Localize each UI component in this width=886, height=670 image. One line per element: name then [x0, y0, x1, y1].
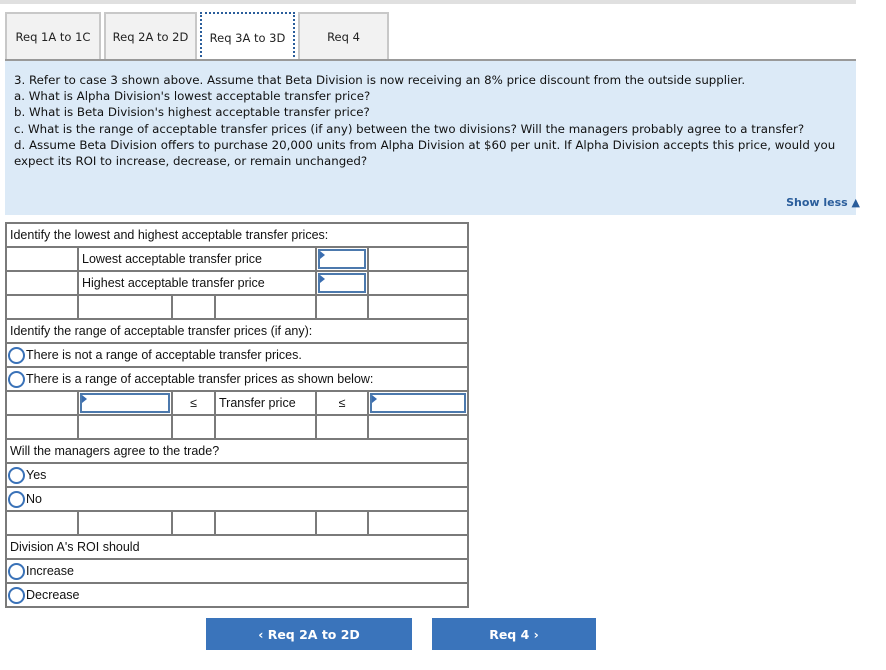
radio-yes[interactable] — [6, 463, 468, 487]
radio-increase[interactable] — [6, 559, 468, 583]
radio-icon[interactable] — [8, 587, 25, 604]
prompt-line: a. What is Alpha Division's lowest acceptable transfer price? — [14, 89, 371, 104]
radio-no[interactable] — [6, 487, 468, 511]
range-high-input[interactable] — [370, 393, 466, 413]
prompt-line: 3. Refer to case 3 shown above. Assume that Beta Division is now receiving an 8% price discount from the outside supplier. — [14, 73, 746, 87]
transfer-price-label: Transfer price — [215, 391, 316, 415]
q2-label: Identify the range of acceptable transfer prices (if any): — [6, 319, 468, 343]
radio-range[interactable] — [6, 367, 468, 391]
radio-icon[interactable] — [8, 491, 25, 508]
tab-req-1a-1c[interactable]: Req 1A to 1C — [5, 12, 101, 60]
q3-label: Will the managers agree to the trade? — [6, 439, 468, 463]
radio-label: There is a range of acceptable transfer prices as shown below: — [26, 371, 374, 386]
question-prompt — [5, 61, 856, 215]
radio-icon[interactable] — [8, 347, 25, 364]
top-bar — [0, 0, 856, 4]
radio-icon[interactable] — [8, 371, 25, 388]
q1-label: Identify the lowest and highest acceptable transfer prices: — [6, 223, 468, 247]
tab-req-4[interactable]: Req 4 — [298, 12, 389, 60]
highest-price-input[interactable] — [318, 273, 366, 293]
lowest-price-input[interactable] — [318, 249, 366, 269]
radio-label: No — [26, 491, 42, 506]
radio-label: Decrease — [26, 587, 80, 602]
tab-bar — [5, 12, 392, 60]
prompt-line: d. Assume Beta Division offers to purchase 20,000 units from Alpha Division at $60 per unit. If Alpha Division accepts this price, would you expect its ROI to increase, decrease, or remain unchanged? — [14, 137, 836, 169]
radio-icon[interactable] — [8, 563, 25, 580]
show-less-link[interactable]: Show less ▲ — [786, 196, 860, 209]
range-low-input[interactable] — [80, 393, 170, 413]
radio-no-range[interactable] — [6, 343, 468, 367]
tab-req-3a-3d[interactable]: Req 3A to 3D — [200, 12, 295, 61]
q4-label: Division A's ROI should — [6, 535, 468, 559]
leq-symbol: ≤ — [316, 391, 368, 415]
leq-symbol: ≤ — [172, 391, 215, 415]
radio-icon[interactable] — [8, 467, 25, 484]
tab-req-2a-2d[interactable]: Req 2A to 2D — [104, 12, 197, 60]
radio-label: There is not a range of acceptable transfer prices. — [26, 347, 302, 362]
prompt-line: c. What is the range of acceptable transfer prices (if any) between the two divisions? Will the managers probably agree to a transfer? — [14, 121, 805, 136]
prev-req-button[interactable]: ‹ Req 2A to 2D — [206, 618, 412, 650]
radio-label: Increase — [26, 563, 74, 578]
prompt-line: b. What is Beta Division's highest acceptable transfer price? — [14, 105, 370, 120]
radio-label: Yes — [26, 467, 47, 482]
next-req-button[interactable]: Req 4 › — [432, 618, 596, 650]
lowest-label: Lowest acceptable transfer price — [78, 247, 316, 271]
radio-decrease[interactable] — [6, 583, 468, 607]
highest-label: Highest acceptable transfer price — [78, 271, 316, 295]
answer-table — [5, 222, 469, 608]
